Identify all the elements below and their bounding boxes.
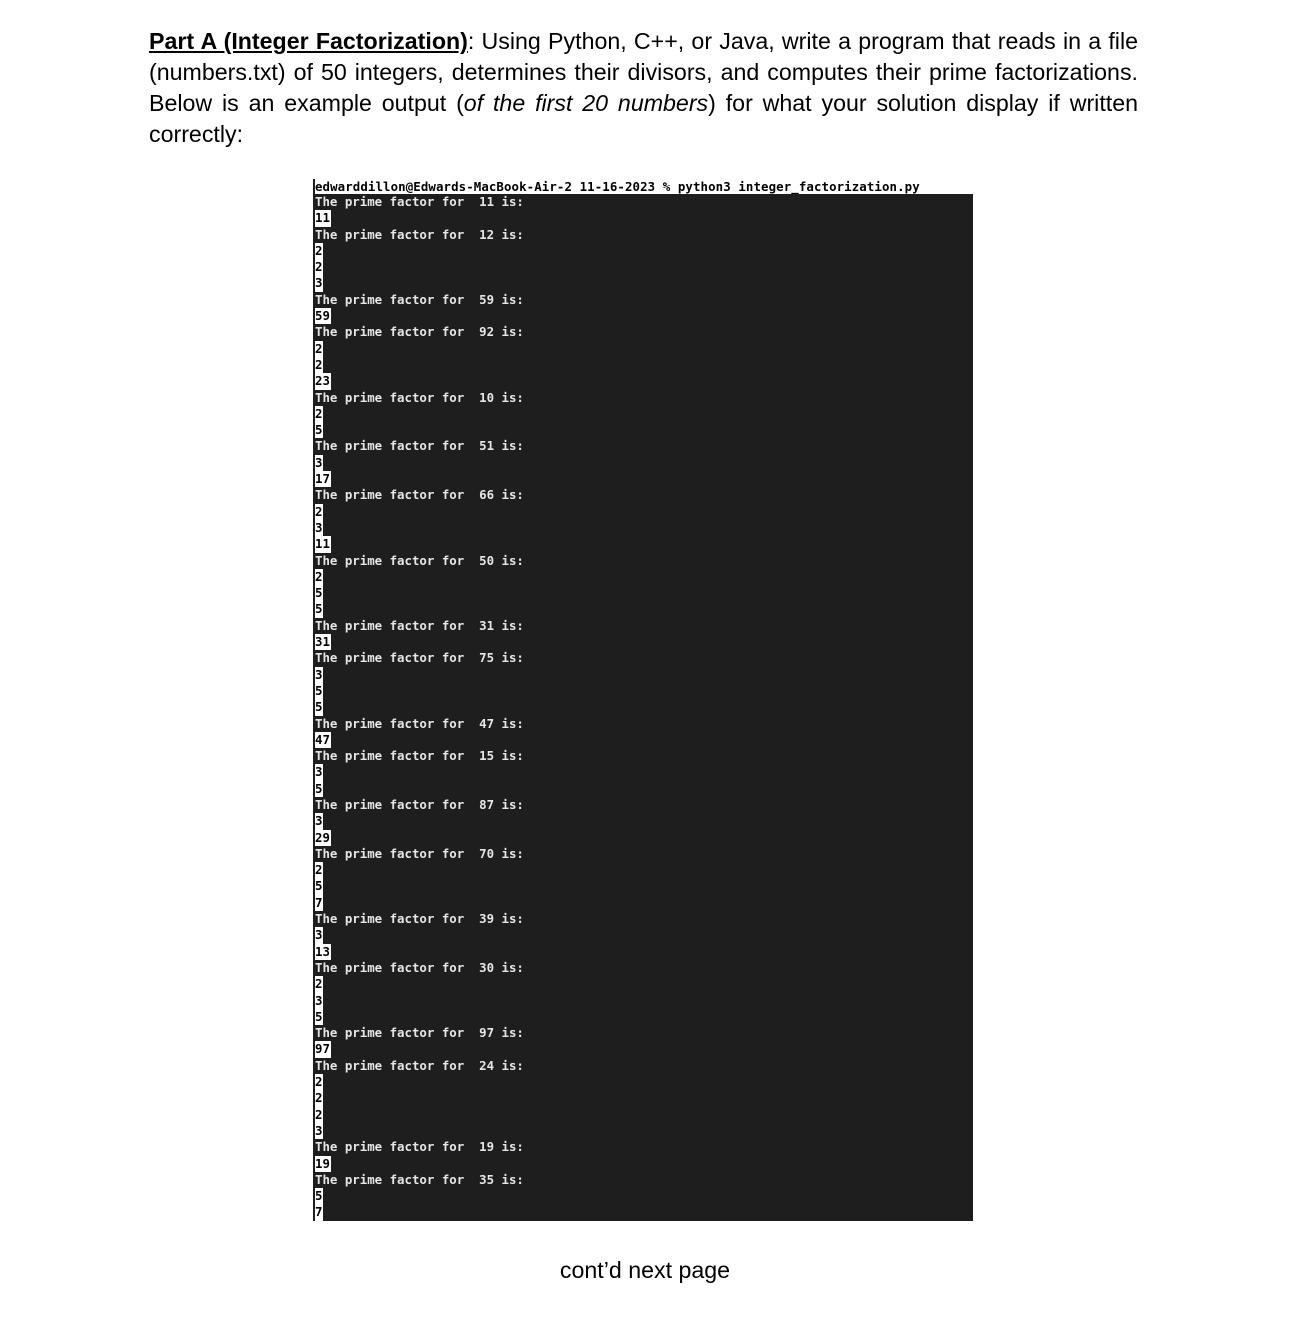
header-text: The prime factor for: [315, 1057, 480, 1073]
header-number: 39: [479, 911, 495, 927]
prime-factor-value: 3: [315, 275, 323, 291]
header-suffix: is:: [494, 1025, 524, 1041]
header-suffix: is:: [494, 389, 524, 405]
header-number: 35: [479, 1171, 495, 1187]
header-text: The prime factor for: [315, 796, 480, 812]
terminal-factor-line: [315, 1123, 973, 1139]
terminal-factor-line: [315, 601, 973, 617]
header-suffix: is:: [494, 845, 524, 861]
header-number: 30: [479, 959, 495, 975]
prime-factor-value: 5: [315, 1188, 323, 1204]
terminal-factor-line: [315, 830, 973, 846]
prime-factor-value: 3: [315, 992, 323, 1008]
prime-factor-value: 5: [315, 1008, 323, 1024]
terminal-header-line: [315, 960, 973, 976]
prime-factor-value: 3: [315, 454, 323, 470]
terminal-factor-line: [315, 536, 973, 552]
terminal-factor-line: [315, 1009, 973, 1025]
terminal-factor-line: [315, 1090, 973, 1106]
prime-factor-value: 2: [315, 259, 323, 275]
prime-factor-value: 2: [315, 242, 323, 258]
prime-factor-value: 23: [315, 373, 330, 389]
instructions-italic: of the first 20 numbers: [463, 90, 709, 116]
terminal-factor-line: [315, 1074, 973, 1090]
terminal-factor-line: [315, 944, 973, 960]
prime-factor-value: 5: [315, 780, 323, 796]
prime-factor-value: 2: [315, 568, 323, 584]
header-text: The prime factor for: [315, 617, 480, 633]
header-text: The prime factor for: [315, 487, 480, 503]
terminal-header-line: [315, 324, 973, 340]
prime-factor-value: 59: [315, 308, 330, 324]
prime-factor-value: 31: [315, 634, 330, 650]
header-text: The prime factor for: [315, 1171, 480, 1187]
header-suffix: is:: [494, 617, 524, 633]
header-text: The prime factor for: [315, 715, 480, 731]
terminal-header-line: [315, 487, 973, 503]
prime-factor-value: 5: [315, 682, 323, 698]
header-suffix: is:: [494, 650, 524, 666]
prime-factor-value: 5: [315, 878, 323, 894]
terminal-factor-line: [315, 275, 973, 291]
terminal-factor-line: [315, 683, 973, 699]
terminal-header-line: [315, 292, 973, 308]
terminal-factor-line: [315, 1041, 973, 1057]
prime-factor-value: 3: [315, 1122, 323, 1138]
terminal-factor-line: [315, 585, 973, 601]
terminal-factor-line: [315, 634, 973, 650]
header-text: The prime factor for: [315, 845, 480, 861]
terminal-header-line: [315, 553, 973, 569]
terminal-factor-line: [315, 504, 973, 520]
header-text: The prime factor for: [315, 552, 480, 568]
prime-factor-value: 17: [315, 471, 330, 487]
header-suffix: is:: [494, 226, 524, 242]
header-number: 11: [479, 194, 495, 209]
prime-factor-value: 3: [315, 927, 323, 943]
terminal-factor-line: [315, 259, 973, 275]
header-number: 15: [479, 748, 495, 764]
header-number: 51: [479, 438, 495, 454]
header-suffix: is:: [494, 959, 524, 975]
prime-factor-value: 2: [315, 356, 323, 372]
header-text: The prime factor for: [315, 291, 480, 307]
header-suffix: is:: [494, 715, 524, 731]
terminal-factor-line: [315, 927, 973, 943]
terminal-output-lines: [315, 194, 973, 1221]
terminal-header-line: [315, 1172, 973, 1188]
prime-factor-value: 29: [315, 829, 330, 845]
terminal-factor-line: [315, 878, 973, 894]
instructions-text-1: : Using Python, C++, or Java, write a program that reads in a file (numbers.txt) of 50 integers, determines their divisors, and computes their prime factorizations. Below is an example output (: [149, 28, 1139, 116]
header-number: 66: [479, 487, 495, 503]
header-suffix: is:: [494, 291, 524, 307]
prime-factor-value: 2: [315, 1090, 323, 1106]
terminal-header-line: [315, 716, 973, 732]
terminal-factor-line: [315, 781, 973, 797]
terminal-header-line: [315, 194, 973, 210]
header-text: The prime factor for: [315, 389, 480, 405]
prime-factor-value: 7: [315, 894, 323, 910]
prime-factor-value: 5: [315, 699, 323, 715]
continued-text: cont’d next page: [559, 1257, 731, 1283]
header-text: The prime factor for: [315, 324, 480, 340]
header-suffix: is:: [494, 487, 524, 503]
prime-factor-value: 5: [315, 585, 323, 601]
header-text: The prime factor for: [315, 748, 480, 764]
header-suffix: is:: [494, 796, 524, 812]
header-text: The prime factor for: [315, 911, 480, 927]
header-suffix: is:: [494, 1139, 524, 1155]
prime-factor-value: 5: [315, 601, 323, 617]
header-number: 24: [479, 1057, 495, 1073]
header-suffix: is:: [494, 911, 524, 927]
prime-factor-value: 3: [315, 813, 323, 829]
prime-factor-value: 2: [315, 862, 323, 878]
header-number: 47: [479, 715, 495, 731]
prime-factor-value: 2: [315, 503, 323, 519]
header-text: The prime factor for: [315, 1139, 480, 1155]
terminal-header-line: [315, 846, 973, 862]
header-number: 70: [479, 845, 495, 861]
continued-note: [0, 1255, 1290, 1285]
prime-factor-value: 3: [315, 519, 323, 535]
prime-factor-value: 7: [315, 1204, 323, 1220]
terminal-factor-line: [315, 1188, 973, 1204]
header-number: 59: [479, 291, 495, 307]
terminal-header-line: [315, 618, 973, 634]
header-suffix: is:: [494, 194, 524, 209]
terminal-header-line: [315, 390, 973, 406]
header-suffix: is:: [494, 324, 524, 340]
prime-factor-value: 13: [315, 943, 330, 959]
header-number: 19: [479, 1139, 495, 1155]
prime-factor-value: 5: [315, 422, 323, 438]
header-number: 75: [479, 650, 495, 666]
prime-factor-value: 2: [315, 340, 323, 356]
header-text: The prime factor for: [315, 1025, 480, 1041]
prime-factor-value: 3: [315, 666, 323, 682]
header-number: 12: [479, 226, 495, 242]
terminal-factor-line: [315, 1204, 973, 1220]
terminal-factor-line: [315, 243, 973, 259]
prime-factor-value: 19: [315, 1155, 330, 1171]
terminal-header-line: [315, 748, 973, 764]
terminal-factor-line: [315, 699, 973, 715]
header-suffix: is:: [494, 748, 524, 764]
prime-factor-value: 11: [315, 536, 330, 552]
header-text: The prime factor for: [315, 226, 480, 242]
terminal-command-line: edwarddillon@Edwards-MacBook-Air-2 11-16-2023 % python3 integer_factorization.py: [315, 179, 973, 194]
prime-factor-value: 3: [315, 764, 323, 780]
prime-factor-value: 2: [315, 1074, 323, 1090]
prime-factor-value: 47: [315, 731, 330, 747]
prime-factor-value: 11: [315, 210, 330, 226]
terminal-factor-line: [315, 455, 973, 471]
terminal-factor-line: [315, 993, 973, 1009]
header-number: 92: [479, 324, 495, 340]
prime-factor-value: 2: [315, 1106, 323, 1122]
header-number: 31: [479, 617, 495, 633]
terminal-factor-line: [315, 1156, 973, 1172]
terminal-header-line: [315, 438, 973, 454]
header-number: 97: [479, 1025, 495, 1041]
header-text: The prime factor for: [315, 959, 480, 975]
terminal-factor-line: [315, 569, 973, 585]
header-text: The prime factor for: [315, 194, 480, 209]
header-text: The prime factor for: [315, 438, 480, 454]
terminal-factor-line: [315, 1107, 973, 1123]
terminal-factor-line: [315, 210, 973, 226]
terminal-factor-line: [315, 976, 973, 992]
terminal-header-line: [315, 911, 973, 927]
terminal-factor-line: [315, 422, 973, 438]
header-suffix: is:: [494, 1171, 524, 1187]
assignment-instructions: [149, 26, 1138, 150]
header-number: 50: [479, 552, 495, 568]
prime-factor-value: 2: [315, 976, 323, 992]
header-suffix: is:: [494, 438, 524, 454]
terminal-factor-line: [315, 895, 973, 911]
terminal-header-line: [315, 650, 973, 666]
terminal-header-line: [315, 1025, 973, 1041]
terminal-factor-line: [315, 813, 973, 829]
terminal-factor-line: [315, 667, 973, 683]
terminal-header-line: [315, 797, 973, 813]
terminal-factor-line: [315, 357, 973, 373]
prime-factor-value: 2: [315, 405, 323, 421]
prime-factor-value: 97: [315, 1041, 330, 1057]
terminal-factor-line: [315, 373, 973, 389]
terminal-factor-line: [315, 520, 973, 536]
terminal-factor-line: [315, 406, 973, 422]
header-suffix: is:: [494, 552, 524, 568]
header-suffix: is:: [494, 1057, 524, 1073]
terminal-header-line: [315, 1139, 973, 1155]
terminal-factor-line: [315, 732, 973, 748]
part-a-title: Part A (Integer Factorization): [149, 28, 468, 54]
terminal-output-screenshot: [313, 179, 973, 1221]
terminal-factor-line: [315, 862, 973, 878]
terminal-factor-line: [315, 764, 973, 780]
terminal-header-line: [315, 227, 973, 243]
terminal-header-line: [315, 1058, 973, 1074]
header-text: The prime factor for: [315, 650, 480, 666]
instructions-text-2: ) for what your solution display if written correctly:: [149, 90, 1138, 147]
terminal-factor-line: [315, 341, 973, 357]
header-number: 10: [479, 389, 495, 405]
header-number: 87: [479, 796, 495, 812]
terminal-factor-line: [315, 308, 973, 324]
terminal-factor-line: [315, 471, 973, 487]
